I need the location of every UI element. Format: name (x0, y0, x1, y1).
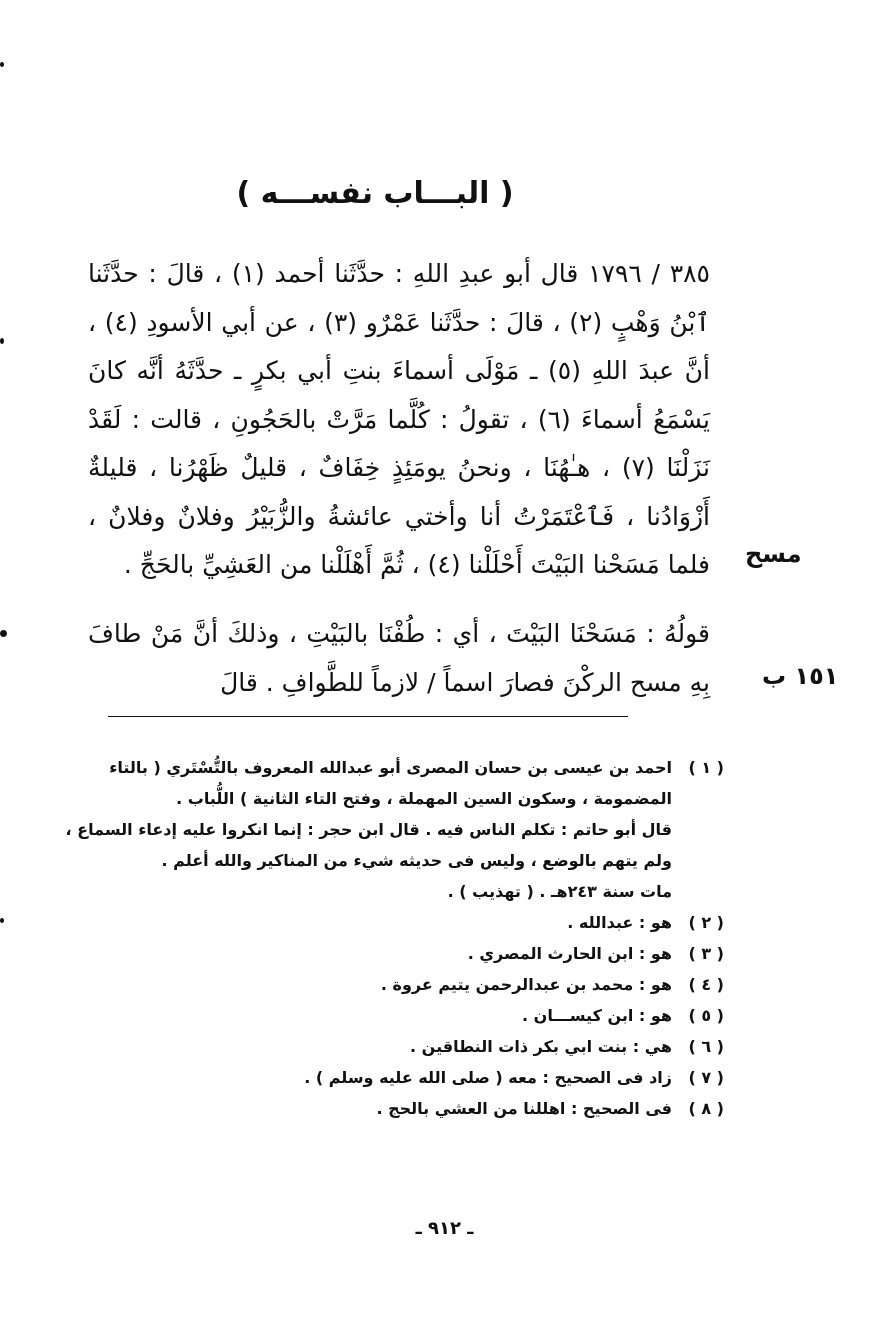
footnote-line: فى الصحيح : اهللنا من العشي بالحج . (376, 1099, 672, 1118)
footnote-line: هي : بنت ابي بكر ذات النطاقين . (410, 1037, 672, 1056)
footnote-text (40, 969, 672, 1000)
footnote-number: ( ٦ ) (688, 1037, 724, 1056)
footnote-1 (40, 752, 724, 907)
footnote-line: قال أبو حاتم : تكلم الناس فيه . قال ابن حجر : إنما انكروا عليه إدعاء السماع ، ولم يتهم بالوضع ، وليس فى حديثه شيء من المناكير والله أعلم . (65, 820, 672, 870)
footnote-text (40, 1093, 672, 1124)
footnote-number: ( ١ ) (688, 758, 724, 777)
footnote-number: ( ٧ ) (688, 1068, 724, 1087)
footnote-number: ( ٣ ) (688, 944, 724, 963)
footnote-text (40, 1062, 672, 1093)
footnote-4 (40, 969, 724, 1000)
margin-note-folio: ١٥١ ب (762, 662, 839, 690)
chapter-title: ( البـــاب نفســـه ) (236, 176, 514, 211)
margin-note-mash: مسح (745, 540, 802, 568)
footnote-3 (40, 938, 724, 969)
scan-speck (0, 630, 7, 637)
scan-speck (0, 338, 4, 344)
footnote-separator (108, 716, 628, 717)
footnote-text (40, 1031, 672, 1062)
footnotes (40, 752, 724, 1124)
footnote-number: ( ٢ ) (688, 913, 724, 932)
footnote-7 (40, 1062, 724, 1093)
scan-speck (0, 62, 4, 67)
footnote-line: مات سنة ٢٤٣هـ . ( تهذيب ) . (447, 882, 672, 901)
footnote-line: هو : محمد بن عبدالرحمن يتيم عروة . (380, 975, 672, 994)
footnote-text (40, 1000, 672, 1031)
footnote-line: هو : ابن كيســـان . (522, 1006, 672, 1025)
footnote-8 (40, 1093, 724, 1124)
commentary-text (88, 610, 710, 707)
footnote-number: ( ٨ ) (688, 1099, 724, 1118)
footnote-line: هو : ابن الحارث المصري . (467, 944, 672, 963)
footnote-number: ( ٤ ) (688, 975, 724, 994)
footnote-text (40, 752, 672, 907)
page-number: ـ ٩١٢ ـ (415, 1218, 474, 1239)
scan-speck (0, 918, 4, 923)
footnote-6 (40, 1031, 724, 1062)
hadith-text (88, 250, 710, 590)
footnote-line: هو : عبدالله . (567, 913, 672, 932)
footnote-text (40, 938, 672, 969)
commentary-paragraph: قولُهُ : مَسَحْنَا البَيْتَ ، أي : طُفْنَا بالبَيْتِ ، وذلكَ أنَّ مَنْ طافَ بِهِ مسح الركْنَ فصارَ اسماً / لازماً للطَّوافِ . قالَ (88, 619, 710, 697)
footnote-5 (40, 1000, 724, 1031)
hadith-paragraph: ٣٨٥ / ١٧٩٦ قال أبو عبدِ اللهِ : حدَّثَنا أحمد (١) ، قالَ : حدَّثَنا ٱبْنُ وَهْبٍ (٢) ، قالَ : حدَّثَنا عَمْرٌو (٣) ، عن أبي الأسودِ (٤) ، أنَّ عبدَ اللهِ (٥) ـ مَوْلَى أسماءَ بنتِ أبي بكرٍ ـ حدَّثَهُ أنَّه كانَ يَسْمَعُ أسماءَ (٦) ، تقولُ : كُلَّما مَرَّتْ بالحَجُونِ ، قالت : لَقَدْ نَزَلْنَا (٧) ، هـٰهُنَا ، ونحنُ يومَئِذٍ خِفَافٌ ، قليلٌ ظَهْرُنا ، قليلةٌ أَزْوَادُنا ، فَٱعْتَمَرْتُ أنا وأختي عائشةُ والزُّبَيْرُ وفلانٌ وفلانٌ ، فلما مَسَحْنا البَيْتَ أَحْلَلْنا (٤) ، ثُمَّ أَهْلَلْنا من العَشِيِّ بالحَجِّ . (88, 259, 711, 579)
footnote-line: احمد بن عيسى بن حسان المصرى أبو عبدالله المعروف بالتُّسْتَري ( بالتاء المضمومة ، وسكون السين المهملة ، وفتح التاء الثانية ) اللُّباب . (109, 758, 672, 808)
footnote-2 (40, 907, 724, 938)
footnote-number: ( ٥ ) (688, 1006, 724, 1025)
footnote-text (40, 907, 672, 938)
footnote-line: زاد فى الصحيح : معه ( صلى الله عليه وسلم ) . (304, 1068, 672, 1087)
